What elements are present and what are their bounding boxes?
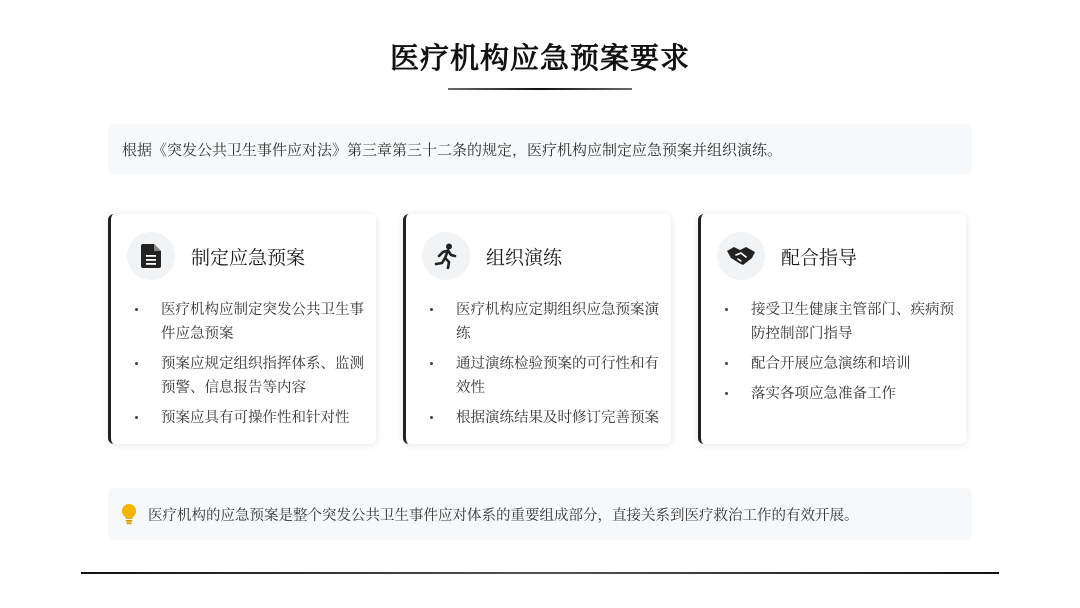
running-person-icon — [422, 232, 470, 280]
card-title: 配合指导 — [781, 246, 858, 269]
list-item-text: 医疗机构应定期组织应急预案演练 — [456, 302, 659, 342]
bullet-icon — [430, 308, 433, 311]
bullet-icon — [135, 362, 138, 365]
list-item-text: 预案应具有可操作性和针对性 — [161, 410, 350, 426]
intro-text: 根据《突发公共卫生事件应对法》第三章第三十二条的规定，医疗机构应制定应急预案并组织演练。 — [122, 140, 783, 159]
card-cooperate — [698, 214, 966, 444]
list-item-text: 接受卫生健康主管部门、疾病预防控制部门指导 — [751, 302, 954, 342]
bullet-icon — [135, 308, 138, 311]
card-title: 组织演练 — [486, 246, 563, 269]
lightbulb-icon — [120, 502, 138, 526]
list-item-text: 预案应规定组织指挥体系、监测预警、信息报告等内容 — [161, 356, 364, 396]
page-title: 医疗机构应急预案要求 — [389, 41, 690, 75]
list-item — [424, 298, 664, 346]
list-item-text: 落实各项应急准备工作 — [751, 386, 896, 402]
card-header — [422, 232, 562, 280]
intro-box — [108, 124, 972, 174]
footer-rule — [81, 572, 999, 574]
list-item — [129, 406, 369, 430]
list-item — [129, 298, 369, 346]
list-item — [424, 352, 664, 400]
card-header — [717, 232, 857, 280]
list-item-text: 通过演练检验预案的可行性和有效性 — [456, 356, 659, 396]
bullet-icon — [725, 362, 728, 365]
card-list — [129, 298, 369, 436]
handshake-icon — [717, 232, 765, 280]
list-item — [424, 406, 664, 430]
bullet-icon — [430, 362, 433, 365]
bullet-icon — [430, 416, 433, 419]
card-make-plan — [108, 214, 376, 444]
card-title: 制定应急预案 — [191, 246, 306, 269]
note-box — [108, 488, 972, 540]
list-item — [129, 352, 369, 400]
bullet-icon — [135, 416, 138, 419]
list-item-text: 医疗机构应制定突发公共卫生事件应急预案 — [161, 302, 364, 342]
document-icon — [127, 232, 175, 280]
list-item — [719, 352, 959, 376]
card-list — [424, 298, 664, 436]
list-item — [719, 298, 959, 346]
card-list — [719, 298, 959, 412]
card-header — [127, 232, 305, 280]
title-underline — [448, 88, 632, 90]
list-item-text: 配合开展应急演练和培训 — [751, 356, 911, 372]
list-item-text: 根据演练结果及时修订完善预案 — [456, 410, 659, 426]
card-drill — [403, 214, 671, 444]
bullet-icon — [725, 308, 728, 311]
list-item — [719, 382, 959, 406]
bullet-icon — [725, 392, 728, 395]
note-text: 医疗机构的应急预案是整个突发公共卫生事件应对体系的重要组成部分，直接关系到医疗救治工作的有效开展。 — [148, 507, 859, 524]
